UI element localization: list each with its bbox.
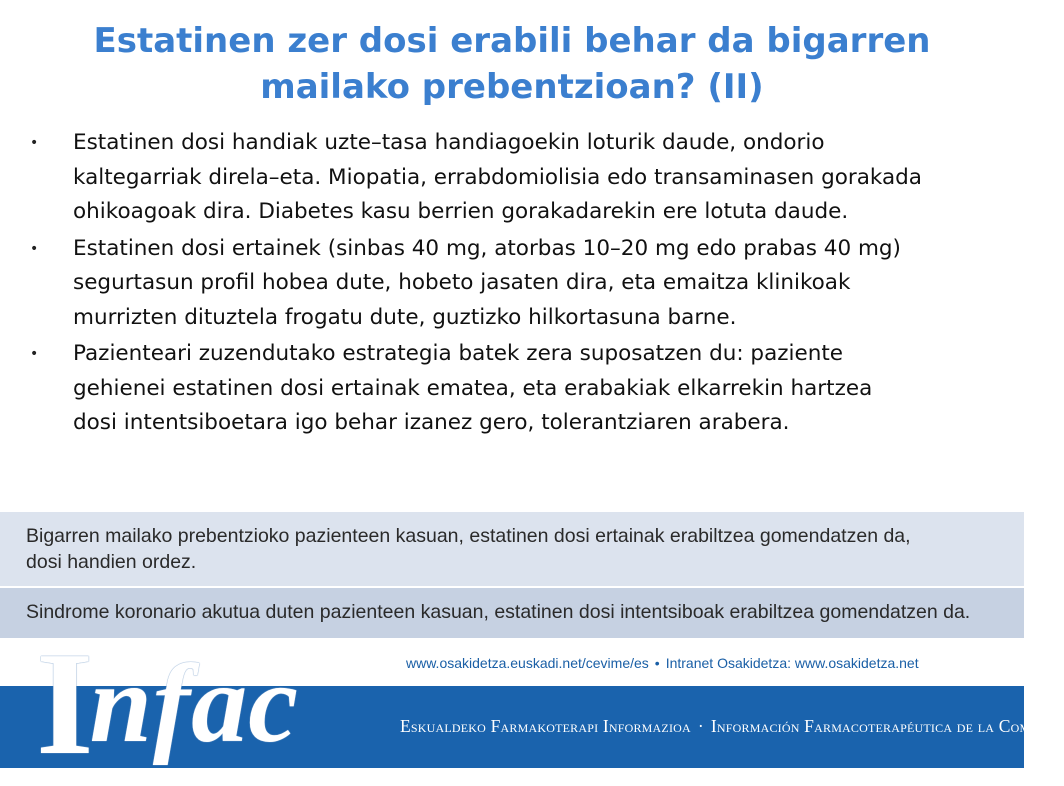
bullet-item-2 [28,232,998,336]
bullet-3-line-1: Pazienteari zuzendutako estrategia batek zera suposatzen du: paziente [73,341,844,366]
bullet-item-1 [28,126,998,230]
logo-rest: nfac [89,642,299,766]
bullet-1-line-3: ohikoagoak dira. Diabetes kasu berrien gorakadarekin ere lotuta daude. [73,199,849,224]
intranet-link[interactable]: Intranet Osakidetza: www.osakidetza.net [665,655,919,671]
bullet-3-line-3: dosi intentsiboetara igo behar izanez gero, tolerantziaren arabera. [73,410,790,435]
recommendation-2-line-1: Sindrome koronario akutua duten pazienteen kasuan, estatinen dosi intentsiboak erabiltzea gomendatzen da. [26,601,971,623]
footer-banner [0,622,1064,786]
tagline-separator: · [697,716,704,736]
footer-tagline [400,715,1064,737]
recommendation-1-line-1: Bigarren mailako prebentzioko pazienteen kasuan, estatinen dosi ertainak erabiltzea gomendatzen da, [26,525,911,547]
bullet-item-3 [28,337,998,441]
slide-title-line-1: Estatinen zer dosi erabili behar da bigarren [93,21,931,61]
footer-links [406,654,919,672]
slide-title [20,18,1004,110]
bullet-1-line-1: Estatinen dosi handiak uzte–tasa handiagoekin loturik daude, ondorio [73,130,825,155]
tagline-basque: Eskualdeko Farmakoterapi Informazioa [400,716,691,736]
bullet-marker: • [30,240,39,257]
bullet-1-line-2: kaltegarriak direla–eta. Miopatia, errabdomiolisia edo transaminasen gorakada [73,164,922,190]
cevime-link[interactable]: www.osakidetza.euskadi.net/cevime/es [406,655,649,671]
infac-logo [36,622,299,786]
slide-title-line-2: mailako prebentzioan? (II) [260,67,764,107]
link-separator: • [654,655,660,671]
tagline-spanish: Información Farmacoterapéutica de la Comarca [710,716,1064,736]
logo-initial: I [36,622,94,786]
bullet-list [28,126,998,443]
bullet-2-line-2: segurtasun profil hobea dute, hobeto jasaten dira, eta emaitza klinikoak [73,270,851,295]
bullet-marker: • [30,135,39,151]
recommendation-box-secondary-prevention [0,512,1024,586]
bullet-2-line-3: murrizten dituztela frogatu dute, guztizko hilkortasuna barne. [73,304,737,330]
recommendation-1-line-2: dosi handien ordez. [26,551,197,573]
bullet-3-line-2: gehienei estatinen dosi ertainak ematea, eta erabakiak elkarrekin hartzea [73,375,873,401]
bullet-2-line-1: Estatinen dosi ertainek (sinbas 40 mg, atorbas 10–20 mg edo prabas 40 mg) [73,235,901,261]
bullet-marker: • [30,346,39,362]
